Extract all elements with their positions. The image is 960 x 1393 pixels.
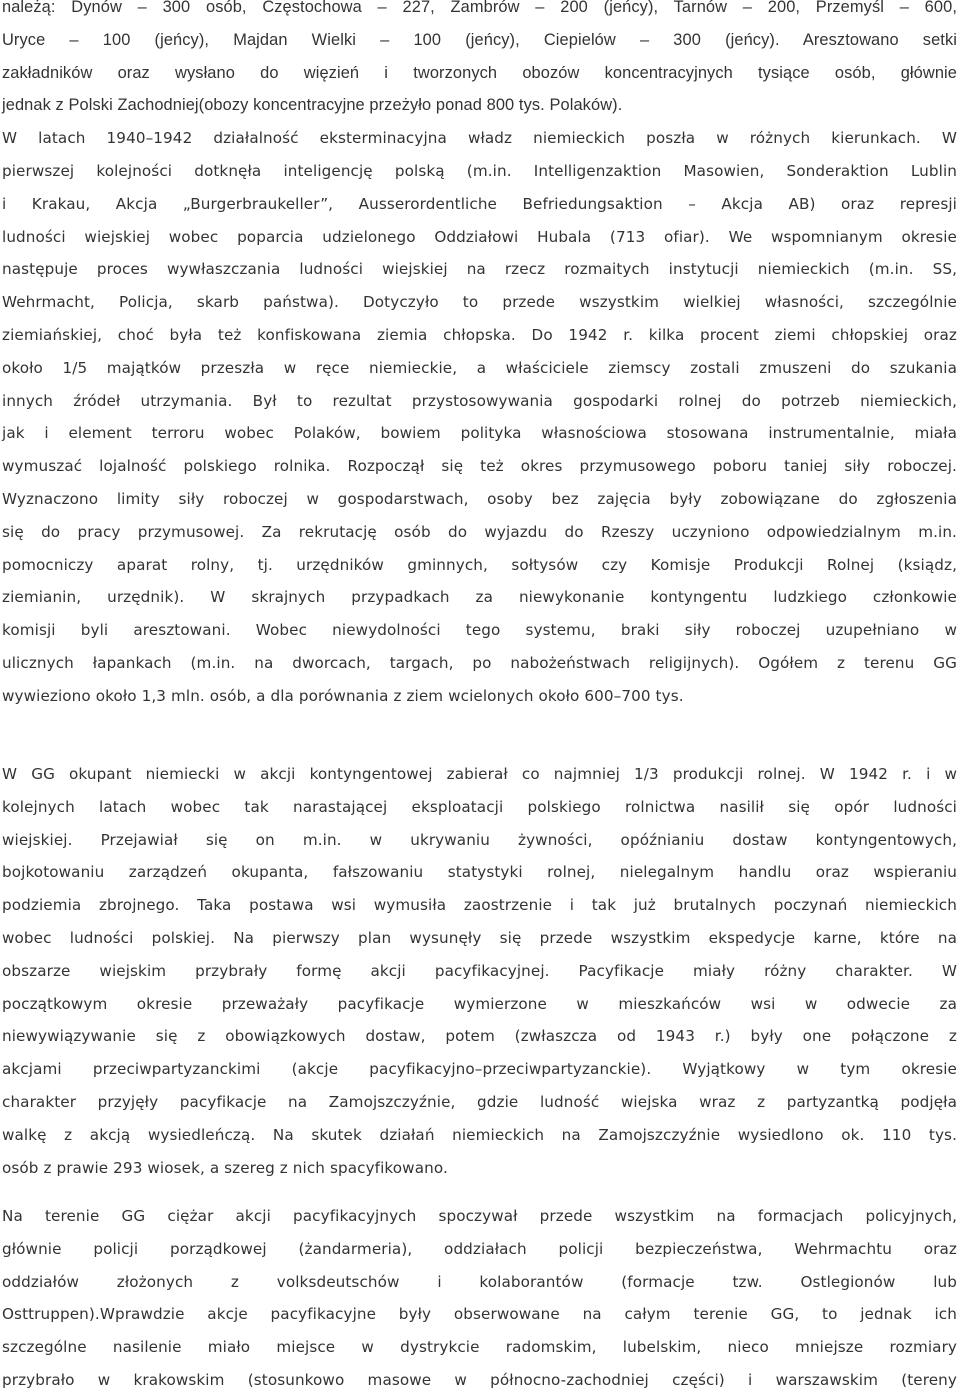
text-line: wymuszać lojalność polskiego rolnika. Rozpoczął się też okres przymusowego poboru taniej siły roboczej. <box>2 457 957 476</box>
text-line: zakładników oraz wysłano do więzień i tworzonych obozów koncentracyjnych tysiące osób, głównie <box>2 63 957 82</box>
text-line: Wehrmacht, Policja, skarb państwa). Dotyczyło to przede wszystkim wielkiej własności, szczególnie <box>2 293 957 312</box>
text-line: około 1/5 majątków przeszła w ręce niemieckie, a właściciele ziemscy zostali zmuszeni do szukania <box>2 358 957 377</box>
text-line: i Krakau, Akcja „Burgerbraukeller”, Ausserordentliche Befriedungsaktion – Akcja AB) oraz represji <box>2 194 957 213</box>
text-line: jak i element terroru wobec Polaków, bowiem polityka własnościowa stosowana instrumentalnie, miała <box>2 424 957 443</box>
text-line: przybrało w krakowskim (stosunkowo masowe w północno-zachodniej części) i warszawskim (tereny <box>2 1370 957 1389</box>
text-line: należą: Dynów – 300 osób, Częstochowa – 227, Zambrów – 200 (jeńcy), Tarnów – 200, Przemyśl – 600, <box>2 0 957 16</box>
text-line: walkę z akcją wysiedleńczą. Na skutek działań niemieckich na Zamojszczyźnie wysiedlono ok. 110 tys. <box>2 1125 957 1144</box>
text-line: ziemiańskiej, choć była też konfiskowana ziemia chłopska. Do 1942 r. kilka procent ziemi chłopskiej oraz <box>2 325 957 344</box>
text-line: bojkotowaniu zarządzeń okupanta, fałszowaniu statystyki rolnej, nielegalnym handlu oraz wspieraniu <box>2 863 957 882</box>
text-line: W GG okupant niemiecki w akcji kontyngentowej zabierał co najmniej 1/3 produkcji rolnej. W 1942 r. i w <box>2 765 957 783</box>
text-line: wywieziono około 1,3 mln. osób, a dla porównania z ziem wcielonych około 600–700 tys. <box>2 686 684 705</box>
text-line: głównie policji porządkowej (żandarmeria), oddziałach policji bezpieczeństwa, Wehrmachtu oraz <box>2 1239 957 1258</box>
text-line: osób z prawie 293 wiosek, a szereg z nich spacyfikowano. <box>2 1158 448 1177</box>
text-line: jednak z Polski Zachodniej(obozy koncentracyjne przeżyło ponad 800 tys. Polaków). <box>2 96 623 115</box>
text-line: niewywiązywanie się z obowiązkowych dostaw, potem (zwłaszcza od 1943 r.) były one połączone z <box>2 1027 957 1046</box>
text-line: następuje proces wywłaszczania ludności wiejskiej na rzecz rozmaitych instytucji niemieckich (m.in. SS, <box>2 260 957 279</box>
text-line: się do pracy przymusowej. Za rekrutację osób do wyjazdu do Rzeszy uczyniono odpowiedzialnym m.in. <box>2 522 957 541</box>
paragraph-block-2 <box>2 758 957 1184</box>
text-line: charakter przyjęły pacyfikacje na Zamojszczyźnie, gdzie ludność wiejska wraz z partyzantką podjęła <box>2 1092 957 1111</box>
paragraph-block-1 <box>2 0 957 713</box>
text-line: W latach 1940–1942 działalność eksterminacyjna władz niemieckich poszła w różnych kierunkach. W <box>2 129 957 148</box>
text-line: akcjami przeciwpartyzanckimi (akcje pacyfikacyjno–przeciwpartyzanckie). Wyjątkowy w tym okresie <box>2 1060 957 1079</box>
text-line: oddziałów złożonych z volksdeutschów i kolaborantów (formacje tzw. Ostlegionów lub <box>2 1272 957 1291</box>
text-line: kolejnych latach wobec tak narastającej eksploatacji polskiego rolnictwa nasilił się opór ludności <box>2 797 957 816</box>
text-line: Wyznaczono limity siły roboczej w gospodarstwach, osoby bez zajęcia były zobowiązane do zgłoszenia <box>2 489 957 508</box>
text-line: pierwszej kolejności dotknęła inteligencję polską (m.in. Intelligenzaktion Masowien, Sonderaktion Lublin <box>2 161 957 180</box>
text-line: ludności wiejskiej wobec poparcia udzielonego Oddziałowi Hubala (713 ofiar). We wspomnianym okresie <box>2 227 957 246</box>
text-line: Uryce – 100 (jeńcy), Majdan Wielki – 100 (jeńcy), Ciepielów – 300 (jeńcy). Aresztowano setki <box>2 30 957 49</box>
text-line: wiejskiej. Przejawiał się on m.in. w ukrywaniu żywności, opóźnianiu dostaw kontyngentowych, <box>2 830 957 849</box>
text-line: podziemia zbrojnego. Taka postawa wsi wymusiła zaostrzenie i tak już brutalnych poczynań niemieckich <box>2 896 957 915</box>
text-line: szczególne nasilenie miało miejsce w dystrykcie radomskim, lubelskim, nieco mniejsze rozmiary <box>2 1338 957 1357</box>
text-line: Osttruppen).Wprawdzie akcje pacyfikacyjne były obserwowane na całym terenie GG, to jednak ich <box>2 1305 957 1324</box>
text-line: komisji byli aresztowani. Wobec niewydolności tego systemu, braki siły roboczej uzupełniano w <box>2 621 957 640</box>
paragraph-block-3 <box>2 1200 957 1393</box>
text-line: ulicznych łapankach (m.in. na dworcach, targach, po nabożeństwach religijnych). Ogółem z terenu GG <box>2 653 957 672</box>
text-line: wobec ludności polskiej. Na pierwszy plan wysunęły się przede wszystkim ekspedycje karne, które na <box>2 928 957 947</box>
text-line: początkowym okresie przeważały pacyfikacje wymierzone w mieszkańców wsi w odwecie za <box>2 994 957 1013</box>
text-line: obszarze wiejskim przybrały formę akcji pacyfikacyjnej. Pacyfikacje miały różny charakter. W <box>2 961 957 980</box>
text-line: Na terenie GG ciężar akcji pacyfikacyjnych spoczywał przede wszystkim na formacjach policyjnych, <box>2 1207 957 1225</box>
text-line: innych źródeł utrzymania. Był to rezultat przystosowywania gospodarki rolnej do potrzeb niemieckich, <box>2 391 957 410</box>
text-line: pomocniczy aparat rolny, tj. urzędników gminnych, sołtysów czy Komisje Produkcji Rolnej (ksiądz, <box>2 555 957 574</box>
text-line: ziemianin, urzędnik). W skrajnych przypadkach za niewykonanie kontyngentu ludzkiego członkowie <box>2 588 957 607</box>
